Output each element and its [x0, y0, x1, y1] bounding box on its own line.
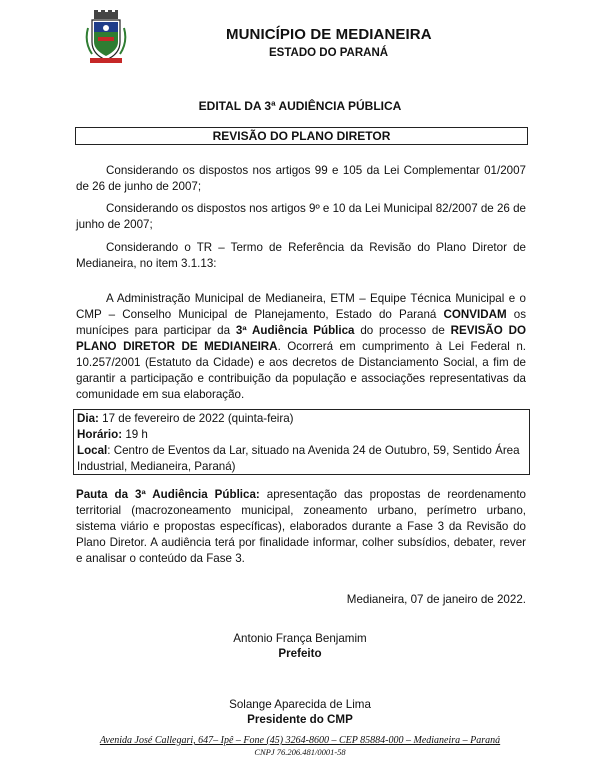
signature-mayor — [0, 631, 600, 661]
state-subtitle: ESTADO DO PARANÁ — [269, 47, 389, 59]
invitation-text-3: do processo de — [354, 324, 451, 337]
signature-role: Presidente do CMP — [247, 713, 353, 726]
consideration-1-text: Considerando os dispostos nos artigos 99 e 105 da Lei Complementar 01/2007 de 26 de junho de 2007; — [76, 164, 526, 193]
pauta-label: Pauta da 3ª Audiência Pública: — [76, 488, 260, 501]
consideration-1 — [76, 163, 526, 195]
date-line: Medianeira, 07 de janeiro de 2022. — [346, 593, 526, 606]
signature-cmp-president — [0, 697, 600, 727]
audiencia-text: 3ª Audiência Pública — [235, 324, 355, 337]
signature-name: Solange Aparecida de Lima — [229, 698, 371, 711]
signature-name: Antonio França Benjamim — [233, 632, 367, 645]
event-time — [77, 427, 526, 443]
consideration-3-text: Considerando o TR – Termo de Referência da Revisão do Plano Diretor de Medianeira, no item 3.1.13: — [76, 241, 526, 270]
consideration-2-text: Considerando os dispostos nos artigos 9º e 10 da Lei Municipal 82/2007 de 26 de junho de 2007; — [76, 202, 526, 231]
footer — [0, 735, 600, 757]
event-location-line-2: Industrial, Medianeira, Paraná) — [77, 460, 236, 473]
footer-cnpj: CNPJ 76.206.481/0001-58 — [254, 747, 346, 757]
revisao-text: REVISÃO DO PLANO DIRETOR DE MEDIANEIRA — [76, 324, 527, 353]
invitation-paragraph — [76, 291, 526, 403]
consideration-2 — [76, 201, 526, 233]
signature-role: Prefeito — [278, 647, 322, 660]
consideration-3 — [76, 240, 526, 272]
event-location — [77, 443, 526, 459]
event-day-value: 17 de fevereiro de 2022 (quinta-feira) — [98, 412, 294, 425]
edital-title: EDITAL DA 3ª AUDIÊNCIA PÚBLICA — [198, 99, 402, 113]
coat-of-arms-icon — [84, 10, 128, 64]
event-location-value-1: : Centro de Eventos da Lar, situado na Avenida 24 de Outubro, 59, Sentido Área — [107, 444, 520, 457]
pauta-paragraph — [76, 487, 526, 567]
footer-address: Avenida José Callegari, 647– Ipê – Fone (45) 3264-8600 – CEP 85884-000 – Medianeira – Paraná — [99, 735, 501, 746]
event-day-label: Dia: — [77, 412, 99, 425]
revision-title-box: REVISÃO DO PLANO DIRETOR — [75, 127, 528, 145]
invitation-text-1: A Administração Municipal de Medianeira, ETM – Equipe Técnica Municipal e o CMP – Conselho Municipal de Planejamento, Estado do Paraná — [76, 292, 526, 321]
event-time-label: Horário: — [77, 428, 123, 441]
invitation-text-2: os munícipes para participar da — [76, 308, 526, 337]
event-location-label: Local — [77, 444, 108, 457]
event-day — [77, 411, 526, 427]
event-info-box — [73, 409, 530, 475]
pauta-text: apresentação das propostas de reordenamento territorial (macrozoneamento municipal, zoneamento urbano, perímetro urbano, sistema viário e propostas específicas), elaborados durante a Fase 3 da Revisão do Plano Diretor. A audiência terá por finalidade informar, colher subsídios, debater, rever e analisar o conteúdo da Fase 3. — [76, 488, 527, 565]
event-time-value: 19 h — [122, 428, 148, 441]
convidam-text: CONVIDAM — [443, 308, 507, 321]
invitation-text-4: . Ocorrerá em cumprimento à Lei Federal n. 10.257/2001 (Estatuto da Cidade) e aos decretos de Distanciamento Social, a fim de garantir a participação e contribuição da população e associações representativas da comunidade em sua elaboração. — [76, 340, 526, 401]
municipality-title: MUNICÍPIO DE MEDIANEIRA — [226, 26, 432, 43]
